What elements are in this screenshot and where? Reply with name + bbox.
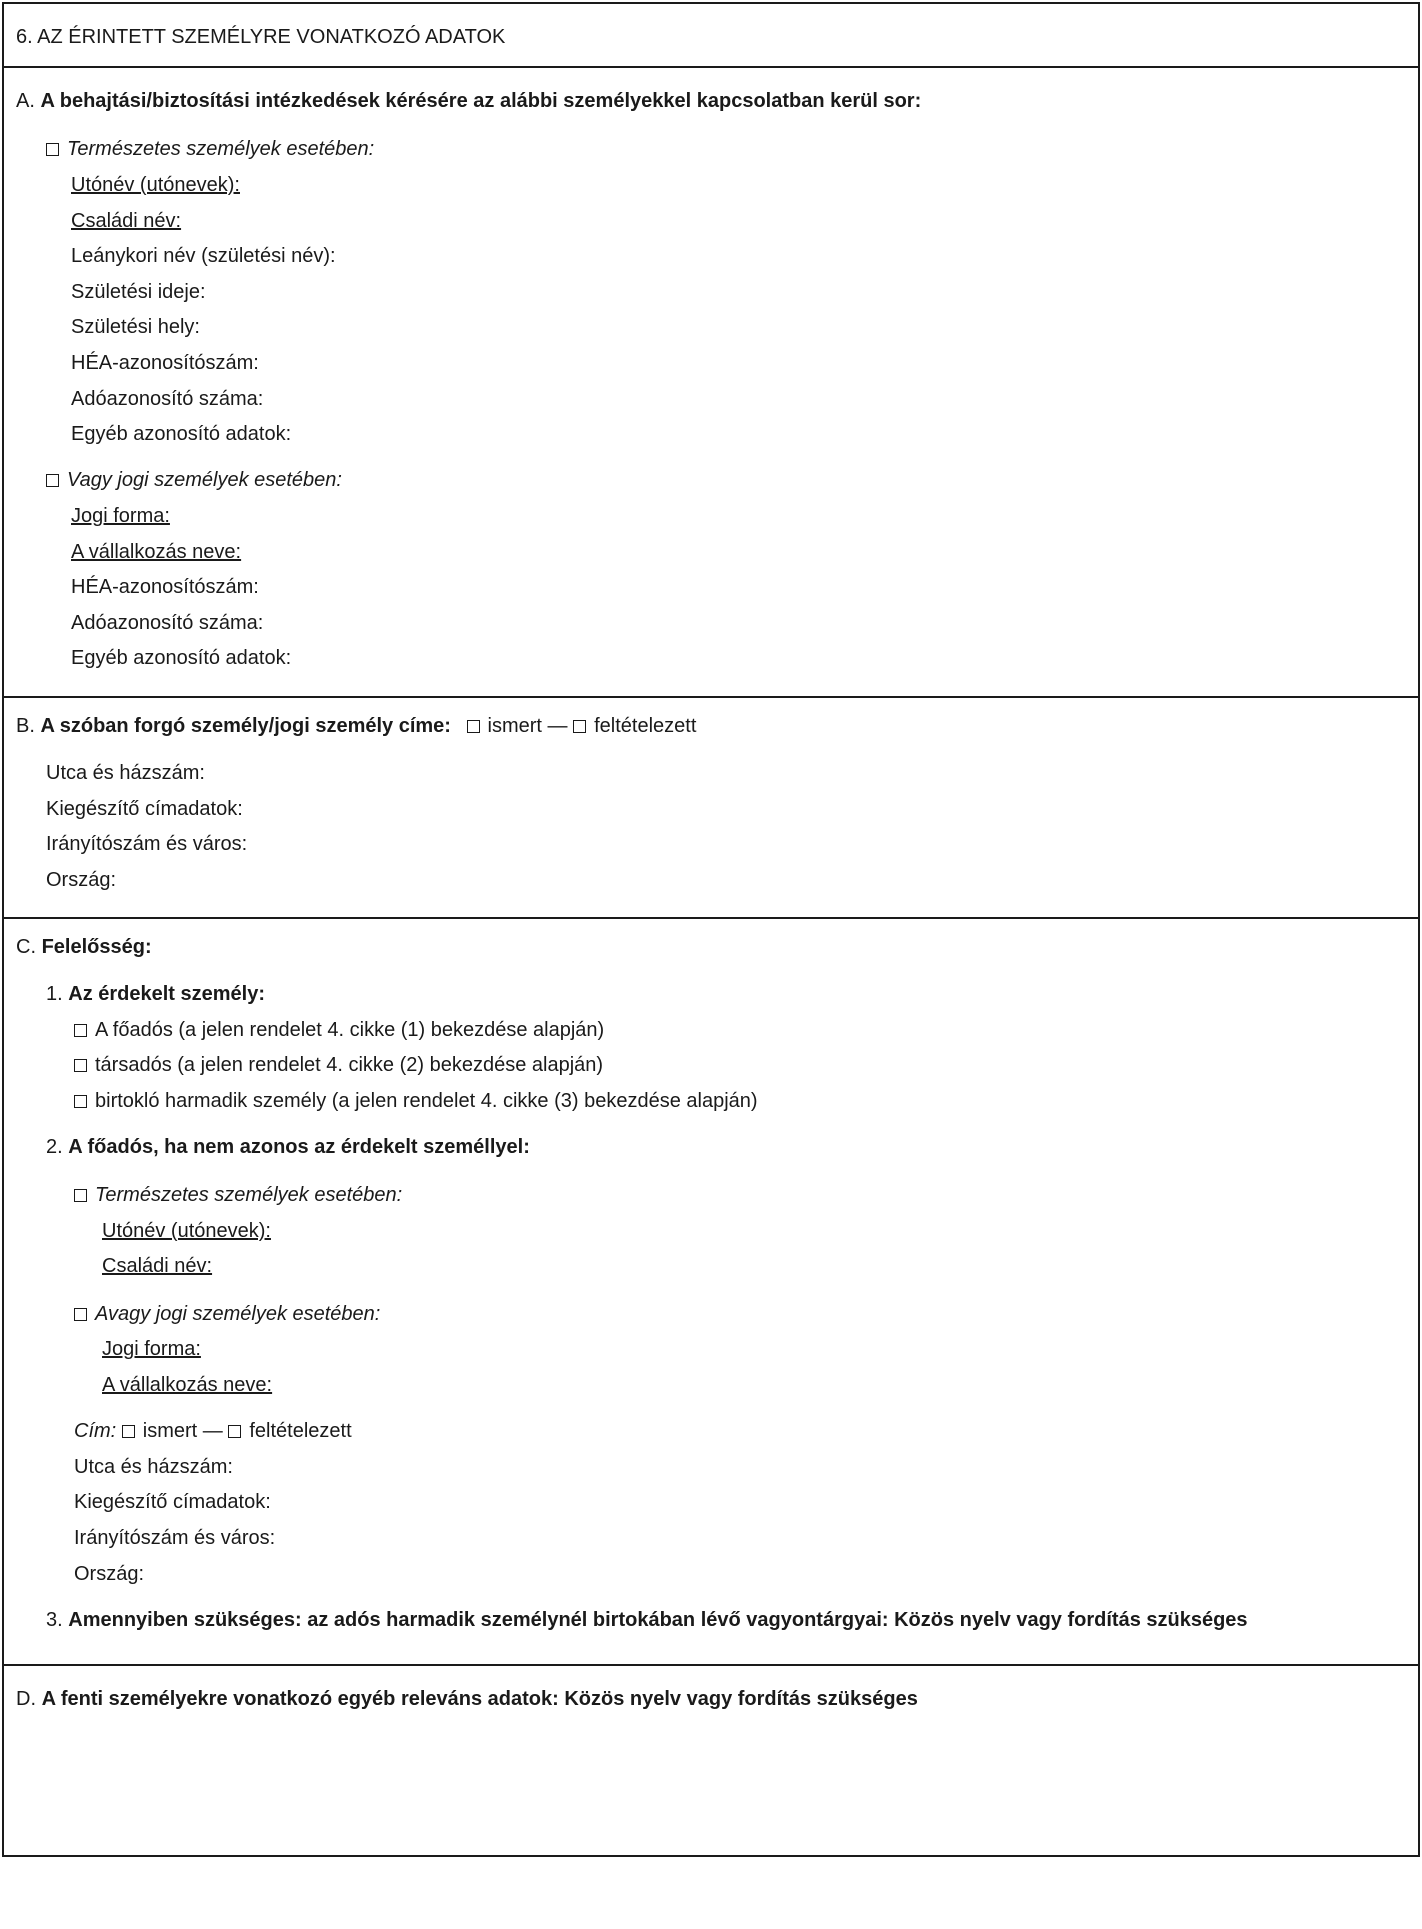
field-first-name: Utónév (utónevek): (71, 174, 240, 196)
item-1-heading (46, 982, 265, 1006)
item-title: Az érdekelt személy: (68, 983, 266, 1005)
presumed-checkbox[interactable] (573, 720, 586, 733)
item-title: A főadós, ha nem azonos az érdekelt személlyel: (68, 1136, 530, 1158)
field-vat-number: HÉA-azonosítószám: (71, 352, 259, 374)
presumed-checkbox[interactable] (228, 1425, 241, 1438)
field-legal-form: Jogi forma: (102, 1338, 201, 1360)
section-b-label: B. (16, 715, 35, 737)
section-d-heading (16, 1687, 918, 1711)
section-c-label: C. (16, 936, 36, 958)
option-label: birtokló harmadik személy (a jelen rendelet 4. cikke (3) bekezdése alapján) (95, 1090, 758, 1112)
natural-persons-label: Természetes személyek esetében: (67, 138, 375, 160)
item-number: 2. (46, 1136, 63, 1158)
section-header (2, 2, 1420, 68)
item-number: 1. (46, 983, 63, 1005)
field-family-name: Családi név: (71, 210, 182, 232)
option-third-party[interactable] (74, 1089, 758, 1113)
field-country: Ország: (46, 869, 117, 891)
checkbox[interactable] (46, 143, 59, 156)
section-d-heading-text: A fenti személyekre vonatkozó egyéb releváns adatok: Közös nyelv vagy fordítás szükséges (41, 1688, 918, 1710)
presumed-label: feltételezett (594, 715, 697, 737)
known-checkbox[interactable] (122, 1425, 135, 1438)
section-d (2, 1666, 1420, 1857)
legal-persons-option[interactable] (46, 468, 342, 492)
field-street: Utca és házszám: (74, 1456, 233, 1478)
natural-persons-label: Természetes személyek esetében: (95, 1184, 403, 1206)
section-c-heading-text: Felelősség: (41, 936, 152, 958)
field-birth-place: Születési hely: (71, 316, 200, 338)
field-legal-form: Jogi forma: (71, 505, 170, 527)
section-a-label: A. (16, 90, 35, 112)
checkbox[interactable] (74, 1059, 87, 1072)
known-label: ismert (142, 1420, 198, 1442)
option-main-debtor[interactable] (74, 1018, 604, 1042)
known-label: ismert (487, 715, 542, 737)
field-other-id: Egyéb azonosító adatok: (71, 647, 292, 669)
item-title: Amennyiben szükséges: az adós harmadik személynél birtokában lévő vagyontárgyai: Közös nyelv vagy fordítás szükséges (68, 1609, 1248, 1631)
checkbox[interactable] (74, 1308, 87, 1321)
field-other-id: Egyéb azonosító adatok: (71, 423, 292, 445)
field-birth-date: Születési ideje: (71, 281, 206, 303)
natural-persons-option[interactable] (46, 137, 374, 161)
field-vat-number: HÉA-azonosítószám: (71, 576, 259, 598)
legal-persons-label: Avagy jogi személyek esetében: (95, 1303, 381, 1325)
dash: — (202, 1420, 223, 1442)
option-co-debtor[interactable] (74, 1053, 603, 1077)
address-label: Cím: (74, 1420, 117, 1442)
legal-persons-label: Vagy jogi személyek esetében: (67, 469, 342, 491)
item-number: 3. (46, 1609, 63, 1631)
field-street: Utca és házszám: (46, 762, 205, 784)
section-title: 6. AZ ÉRINTETT SZEMÉLYRE VONATKOZÓ ADATOK (16, 26, 506, 48)
section-b-heading-text: A szóban forgó személy/jogi személy címe: (40, 715, 451, 737)
section-b-heading (16, 714, 696, 738)
field-tax-number: Adóazonosító száma: (71, 388, 264, 410)
section-c (2, 919, 1420, 1666)
field-address-extra: Kiegészítő címadatok: (46, 798, 243, 820)
dash: — (547, 715, 568, 737)
field-maiden-name: Leánykori név (születési név): (71, 245, 336, 267)
section-a-heading-text: A behajtási/biztosítási intézkedések kérésére az alábbi személyekkel kapcsolatban kerül sor: (40, 90, 922, 112)
field-family-name: Családi név: (102, 1255, 213, 1277)
item-2-heading (46, 1135, 530, 1159)
item-3-heading (46, 1608, 1248, 1632)
field-address-extra: Kiegészítő címadatok: (74, 1491, 271, 1513)
field-tax-number: Adóazonosító száma: (71, 612, 264, 634)
field-postcode-city: Irányítószám és város: (46, 833, 248, 855)
checkbox[interactable] (74, 1189, 87, 1202)
field-company-name: A vállalkozás neve: (71, 541, 242, 563)
field-country: Ország: (74, 1563, 145, 1585)
field-postcode-city: Irányítószám és város: (74, 1527, 276, 1549)
legal-persons-option[interactable] (74, 1302, 380, 1326)
checkbox[interactable] (74, 1095, 87, 1108)
checkbox[interactable] (74, 1024, 87, 1037)
section-b (2, 698, 1420, 919)
form (2, 2, 1420, 1857)
section-c-heading (16, 935, 152, 959)
option-label: társadós (a jelen rendelet 4. cikke (2) bekezdése alapján) (95, 1054, 604, 1076)
option-label: A főadós (a jelen rendelet 4. cikke (1) bekezdése alapján) (95, 1019, 605, 1041)
address-status (74, 1419, 352, 1443)
field-company-name: A vállalkozás neve: (102, 1374, 273, 1396)
presumed-label: feltételezett (249, 1420, 352, 1442)
section-a-heading (16, 89, 921, 113)
checkbox[interactable] (46, 474, 59, 487)
section-d-label: D. (16, 1688, 36, 1710)
natural-persons-option[interactable] (74, 1183, 402, 1207)
field-first-name: Utónév (utónevek): (102, 1220, 271, 1242)
section-a (2, 68, 1420, 698)
known-checkbox[interactable] (467, 720, 480, 733)
